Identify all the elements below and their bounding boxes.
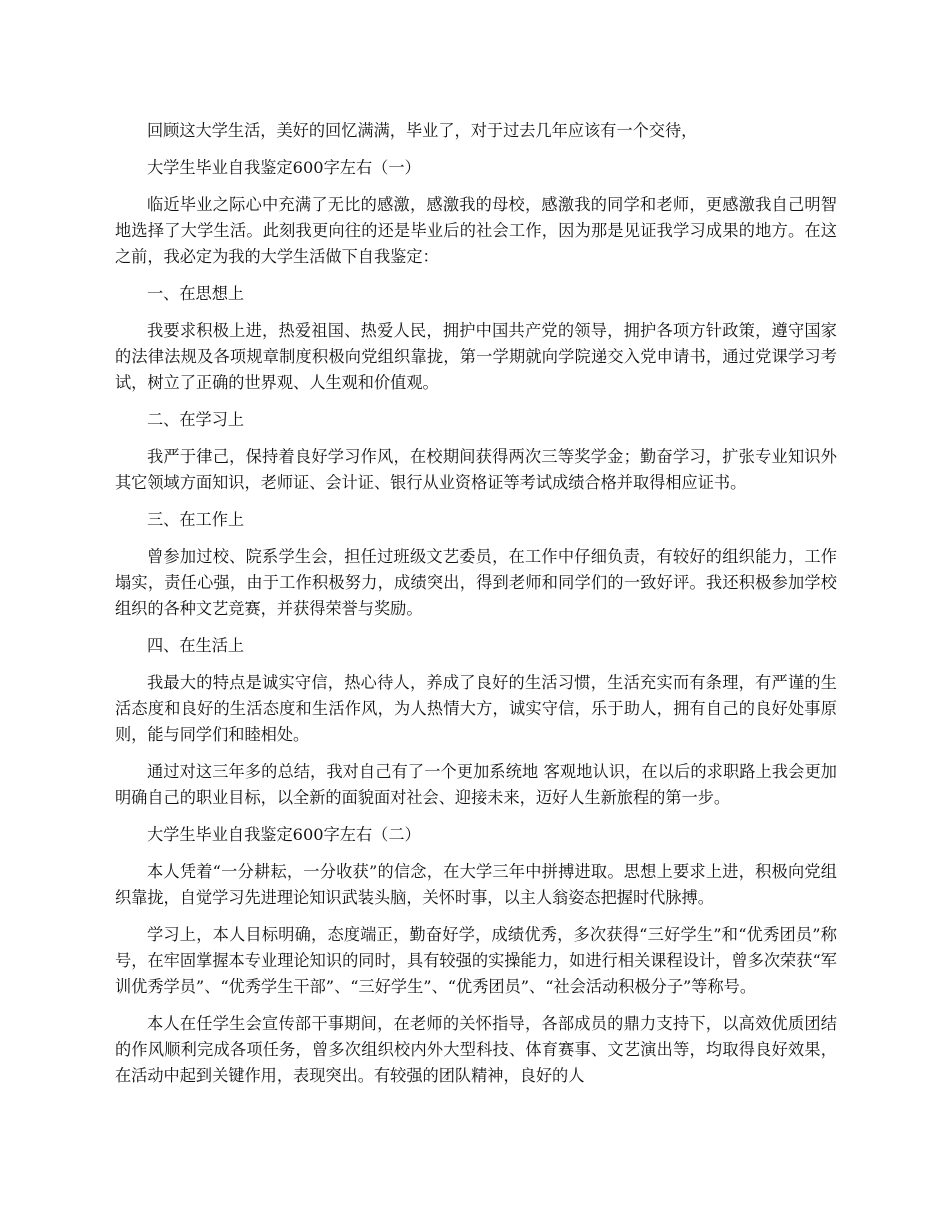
summary-paragraph: 通过对这三年多的总结，我对自己有了一个更加系统地 客观地认识，在以后的求职路上我会更加明确自己的职业目标，以全新的面貌面对社会、迎接未来，迈好人生新旅程的第一步。 [115, 762, 837, 807]
body-paragraph: 临近毕业之际心中充满了无比的感激，感激我的母校，感激我的同学和老师，更感激我自己明智地选择了大学生活。此刻我更向往的还是毕业后的社会工作，因为那是见证我学习成果的地方。在这之前，我必定为我的大学生活做下自我鉴定： [115, 195, 837, 266]
body-paragraph: 我严于律己，保持着良好学习作风，在校期间获得两次三等奖学金；勤奋学习，扩张专业知识外其它领域方面知识，老师证、会计证、银行从业资格证等考试成绩合格并取得相应证书。 [115, 447, 837, 492]
document-body [115, 118, 837, 1100]
subheading-work: 三、在工作上 [147, 510, 245, 529]
body-paragraph: 我最大的特点是诚实守信，热心待人，养成了良好的生活习惯，生活充实而有条理，有严谨的生活态度和良好的生活态度和生活作风，为人热情大方，诚实守信，乐于助人，拥有自己的良好处事原则，能与同学们和睦相处。 [115, 673, 837, 744]
body-paragraph: 曾参加过校、院系学生会，担任过班级文艺委员，在工作中仔细负责，有较好的组织能力，工作塌实，责任心强，由于工作积极努力，成绩突出，得到老师和同学们的一致好评。我还积极参加学校组织的各种文艺竞赛，并获得荣誉与奖励。 [115, 547, 837, 618]
body-paragraph: 学习上，本人目标明确，态度端正，勤奋好学，成绩优秀，多次获得“三好学生”和“优秀团员”称号，在牢固掌握本专业理论知识的同时，具有较强的实操能力，如进行相关课程设计，曾多次荣获“军训优秀学员”、“优秀学生干部”、“三好学生”、“优秀团员”、“社会活动积极分子”等称号。 [115, 925, 837, 996]
subheading-thought: 一、在思想上 [147, 284, 245, 303]
body-paragraph: 本人在任学生会宣传部干事期间，在老师的关怀指导，各部成员的鼎力支持下，以高效优质团结的作风顺利完成各项任务，曾多次组织校内外大型科技、体育赛事、文艺演出等，均取得良好效果，在活动中起到关键作用，表现突出。有较强的团队精神，良好的人 [115, 1014, 837, 1085]
subheading-life: 四、在生活上 [147, 636, 245, 655]
body-paragraph: 本人凭着“一分耕耘，一分收获”的信念，在大学三年中拼搏进取。思想上要求上进，积极向党组织靠拢，自觉学习先进理论知识武装头脑，关怀时事，以主人翁姿态把握时代脉搏。 [115, 862, 837, 907]
section-heading-two: 大学生毕业自我鉴定600字左右（二） [147, 825, 421, 844]
subheading-study: 二、在学习上 [147, 410, 245, 429]
section-heading-one: 大学生毕业自我鉴定600字左右（一） [147, 158, 421, 177]
intro-paragraph: 回顾这大学生活，美好的回忆满满，毕业了，对于过去几年应该有一个交待， [147, 121, 698, 140]
body-paragraph: 我要求积极上进，热爱祖国、热爱人民，拥护中国共产党的领导，拥护各项方针政策，遵守国家的法律法规及各项规章制度积极向党组织靠拢，第一学期就向学院递交入党申请书，通过党课学习考试，树立了正确的世界观、人生观和价值观。 [115, 321, 837, 392]
